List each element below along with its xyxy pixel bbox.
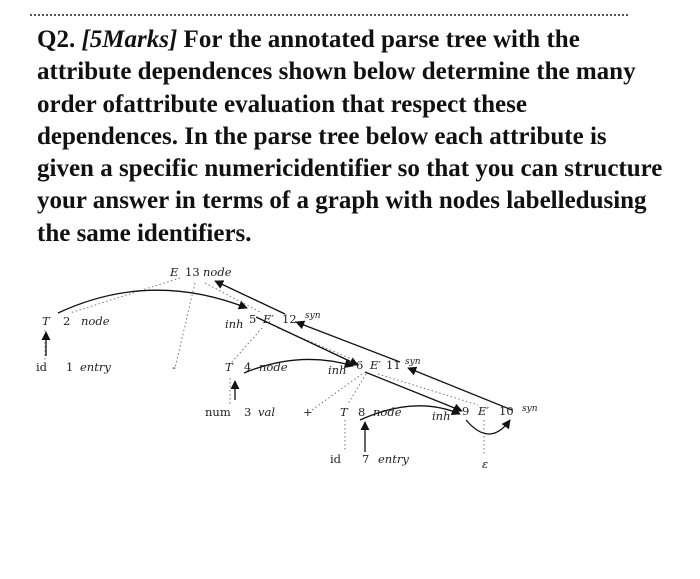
node-Ep1 — [225, 311, 321, 331]
svg-text:syn: syn — [305, 311, 321, 321]
edge-Ep2-plus — [312, 374, 362, 410]
svg-text:E′: E′ — [478, 404, 490, 418]
node-E-root — [169, 265, 232, 279]
svg-text:id: id — [330, 452, 342, 466]
svg-text:node: node — [259, 360, 288, 374]
arrow-2-to-5 — [58, 290, 247, 313]
svg-text:inh: inh — [225, 317, 244, 331]
svg-text:4: 4 — [244, 360, 252, 374]
node-num — [205, 405, 275, 419]
svg-text:T: T — [225, 360, 233, 374]
svg-text:val: val — [258, 405, 276, 419]
svg-text:entry: entry — [378, 452, 409, 466]
edge-E-minus — [175, 283, 195, 368]
node-id-left — [36, 360, 111, 374]
svg-text:T: T — [42, 314, 50, 328]
question-body: For the annotated parse tree with the attribute dependences shown below determine the many order ofattribute evaluation that respect these dependences. In the parse tree below each attribute is given a specific numericidentifier so that you can structure your answer in terms of a graph with nodes labelledusing the same identifiers. — [37, 26, 663, 247]
svg-text:13: 13 — [185, 265, 200, 279]
svg-text:node: node — [203, 265, 232, 279]
question-number: Q2. — [37, 26, 76, 53]
svg-text:inh: inh — [432, 409, 451, 423]
svg-text:node: node — [373, 405, 402, 419]
epsilon-leaf: ε — [482, 457, 489, 471]
node-T-right — [340, 405, 402, 419]
node-id-right — [330, 452, 409, 466]
svg-text:T: T — [340, 405, 348, 419]
edge-Ep1-T — [232, 328, 262, 362]
svg-text:9: 9 — [462, 404, 470, 418]
svg-text:10: 10 — [499, 404, 514, 418]
svg-text:6: 6 — [356, 358, 364, 372]
arrow-12-to-13 — [215, 281, 285, 314]
svg-text:1: 1 — [66, 360, 74, 374]
plus-symbol: + — [303, 405, 313, 419]
svg-text:8: 8 — [358, 405, 366, 419]
svg-text:node: node — [81, 314, 110, 328]
svg-text:E′: E′ — [370, 358, 382, 372]
svg-text:2: 2 — [63, 314, 71, 328]
svg-text:11: 11 — [386, 358, 401, 372]
svg-text:inh: inh — [328, 363, 347, 377]
node-Ep3 — [432, 404, 538, 423]
node-Ep2 — [328, 357, 421, 377]
edge-E-T — [70, 278, 180, 313]
arrow-10-to-11 — [408, 368, 512, 410]
svg-text:E: E — [170, 265, 179, 279]
svg-text:id: id — [36, 360, 48, 374]
svg-text:syn: syn — [522, 404, 538, 414]
minus-symbol: - — [172, 360, 176, 374]
svg-text:12: 12 — [282, 312, 297, 326]
svg-text:syn: syn — [405, 357, 421, 367]
question-marks: [5Marks] — [81, 26, 178, 53]
svg-text:entry: entry — [80, 360, 111, 374]
node-T-left — [42, 314, 110, 328]
svg-text:E′: E′ — [263, 312, 275, 326]
svg-text:3: 3 — [244, 405, 252, 419]
node-T-mid — [225, 360, 288, 374]
edge-Ep2-T — [348, 374, 366, 404]
edge-E-Ep1 — [205, 283, 262, 313]
svg-text:num: num — [205, 405, 231, 419]
svg-text:7: 7 — [362, 452, 370, 466]
edge-Ep2-Ep3 — [378, 374, 478, 405]
svg-text:5: 5 — [249, 312, 257, 326]
arrow-9-to-10 — [466, 420, 510, 434]
